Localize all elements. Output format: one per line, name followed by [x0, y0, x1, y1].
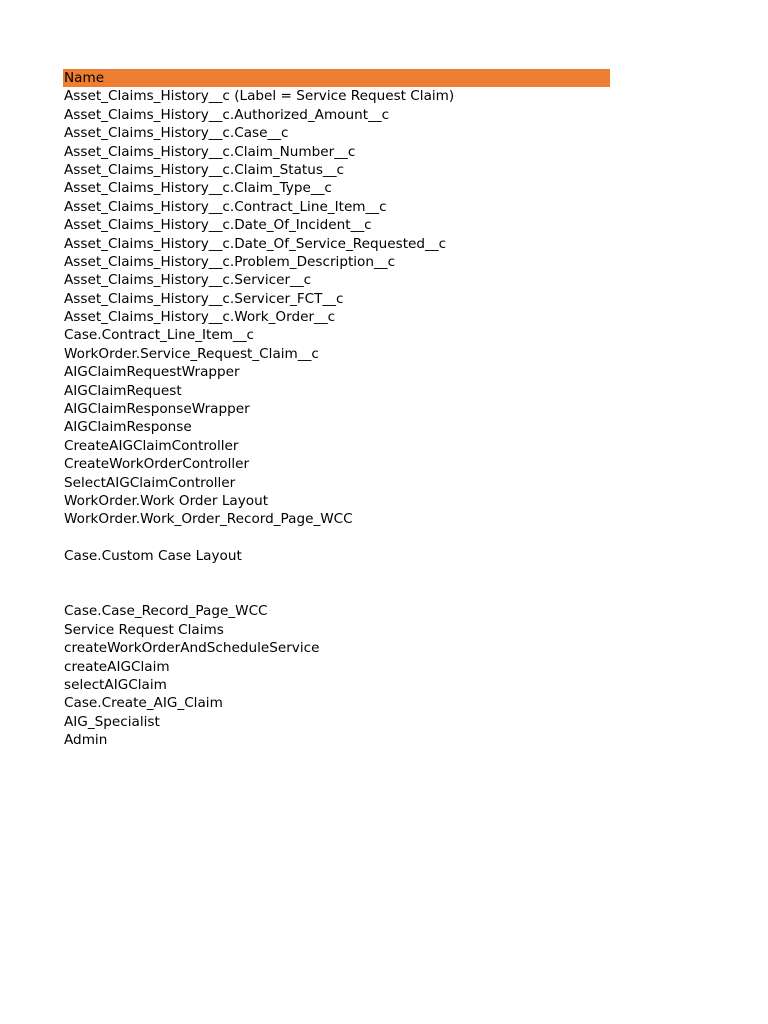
table-row[interactable]: Admin: [64, 732, 108, 749]
table-row[interactable]: Asset_Claims_History__c.Authorized_Amount__c: [64, 106, 390, 123]
cell-list: [63, 87, 610, 749]
table-row[interactable]: AIGClaimRequest: [64, 382, 182, 399]
table-row[interactable]: Asset_Claims_History__c.Date_Of_Service_Requested__c: [64, 235, 447, 252]
table-row[interactable]: Asset_Claims_History__c.Servicer_FCT__c: [64, 290, 344, 307]
table-row[interactable]: SelectAIGClaimController: [64, 474, 236, 491]
table-row[interactable]: WorkOrder.Work_Order_Record_Page_WCC: [64, 511, 353, 528]
table-row[interactable]: Case.Custom Case Layout: [64, 548, 242, 565]
table-row[interactable]: Asset_Claims_History__c.Work_Order__c: [64, 309, 336, 326]
spreadsheet-column: [63, 69, 610, 749]
table-row[interactable]: Asset_Claims_History__c (Label = Service Request Claim): [64, 88, 455, 105]
table-row[interactable]: Asset_Claims_History__c.Problem_Description__c: [64, 253, 396, 270]
table-row[interactable]: [63, 584, 610, 602]
table-row[interactable]: selectAIGClaim: [64, 676, 167, 693]
table-row[interactable]: Case.Case_Record_Page_WCC: [64, 603, 268, 620]
table-row[interactable]: AIG_Specialist: [64, 713, 160, 730]
table-row[interactable]: Asset_Claims_History__c.Case__c: [64, 125, 289, 142]
table-row[interactable]: Asset_Claims_History__c.Claim_Type__c: [64, 180, 332, 197]
table-row[interactable]: Service Request Claims: [64, 621, 224, 638]
column-header-name[interactable]: Name: [63, 69, 610, 87]
table-row[interactable]: Asset_Claims_History__c.Servicer__c: [64, 272, 312, 289]
table-row[interactable]: Case.Create_AIG_Claim: [64, 695, 223, 712]
table-row[interactable]: Asset_Claims_History__c.Claim_Number__c: [64, 143, 356, 160]
table-row[interactable]: AIGClaimResponseWrapper: [64, 401, 250, 418]
table-row[interactable]: WorkOrder.Service_Request_Claim__c: [64, 345, 319, 362]
table-row[interactable]: createAIGClaim: [64, 658, 170, 675]
table-row[interactable]: CreateAIGClaimController: [64, 437, 239, 454]
table-row[interactable]: Case.Contract_Line_Item__c: [64, 327, 255, 344]
table-row[interactable]: Asset_Claims_History__c.Claim_Status__c: [64, 161, 344, 178]
table-row[interactable]: AIGClaimRequestWrapper: [64, 364, 240, 381]
table-row[interactable]: AIGClaimResponse: [64, 419, 192, 436]
table-row[interactable]: [63, 529, 610, 547]
table-row[interactable]: createWorkOrderAndScheduleService: [64, 640, 320, 657]
table-row[interactable]: WorkOrder.Work Order Layout: [64, 492, 269, 509]
table-row[interactable]: CreateWorkOrderController: [64, 456, 250, 473]
table-row[interactable]: [63, 566, 610, 584]
table-row[interactable]: Asset_Claims_History__c.Date_Of_Incident__c: [64, 217, 372, 234]
table-row[interactable]: Asset_Claims_History__c.Contract_Line_Item__c: [64, 198, 387, 215]
